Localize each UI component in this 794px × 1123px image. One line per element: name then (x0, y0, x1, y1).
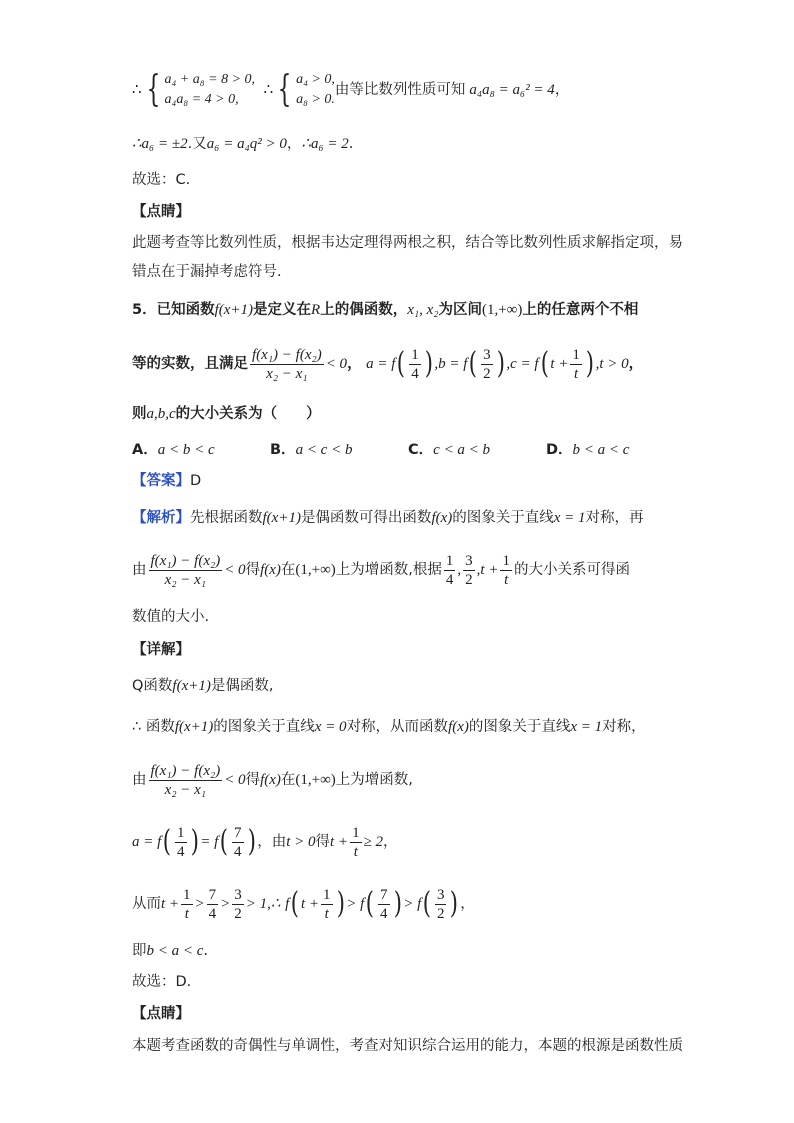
analysis-text: 得 (245, 562, 261, 578)
den: 4 (177, 843, 185, 860)
comment-2-line-1: 本题考查函数的奇偶性与单调性，考查对知识综合运用的能力，本题的根源是函数性质 (132, 1038, 683, 1054)
question-5-line-3 (132, 404, 321, 424)
q5-a-def: a = f (366, 356, 396, 372)
f: f (285, 896, 290, 912)
q5-quarter (409, 347, 421, 382)
analysis-quarter (444, 553, 456, 588)
detail-text: Q函数 (132, 678, 173, 694)
detail-text: 对称， (602, 719, 646, 735)
detail-less-zero: < 0 (224, 772, 246, 788)
den: x₂ − x₁ (164, 571, 207, 588)
q5-text: 上的任意两个不相 (522, 302, 639, 318)
detail-fx: f(x) (448, 719, 469, 735)
analysis-x-equals-1: x = 1 (553, 510, 586, 526)
den: 2 (234, 905, 242, 922)
detail-x-equals-1: x = 1 (570, 719, 603, 735)
detail-x-equals-0: x = 0 (314, 719, 347, 735)
detail-text: 得 (245, 772, 261, 788)
num: 7 (234, 824, 242, 841)
analysis-text: 由 (132, 562, 147, 578)
detail-a-def: a = f (132, 834, 162, 850)
system-2 (296, 70, 335, 110)
therefore-symbol: ∴ (132, 82, 142, 98)
detail-text: 由 (132, 772, 147, 788)
num: 3 (436, 886, 445, 903)
detail-text: 得 (315, 834, 331, 850)
option-d-text: b < a < c (572, 442, 630, 458)
den: t (184, 905, 189, 922)
q5-options (132, 440, 684, 460)
q5-t-plus: t + (550, 356, 569, 372)
left-brace-2: { (277, 69, 292, 110)
option-d (546, 440, 684, 460)
system-2-row-2: a₈ > 0. (296, 92, 335, 107)
option-b-label: B． (270, 442, 296, 458)
analysis-fx: f(x) (260, 562, 281, 578)
text-by-property: 由等比数列性质可知 (334, 82, 466, 98)
q5-text: 5．已知函数 (132, 302, 215, 318)
option-c (408, 440, 546, 460)
num: f(x₁) − f(x₂) (150, 762, 221, 779)
num: 7 (208, 886, 217, 903)
num: 1 (177, 824, 185, 841)
detail-text: 的图象关于直线 (213, 719, 315, 735)
detail-line-4: a = f( $\frac{1}{4}$ ) = f( $\frac{7}{4}$ ) ，由t > 0得t + $\frac{1}{t}$ ≥ 2， (132, 824, 398, 860)
den: 2 (483, 365, 491, 382)
equation-a6-square: a₄a₈ = a₆² = 4 (469, 82, 555, 98)
a6-conclusion-line (132, 134, 353, 154)
q5-less-zero: < 0 (325, 356, 348, 372)
q5-one-over-t (570, 347, 582, 382)
gt-f: > f (346, 896, 365, 912)
num: 7 (380, 886, 388, 903)
analysis-text: 上为增函数,根据 (335, 562, 442, 578)
detail-text: 即 (132, 943, 147, 959)
detail-ge-2: ≥ 2 (363, 834, 384, 850)
q5-t-positive: ,t > 0 (595, 356, 629, 372)
detail-f-x-plus-1: f(x+1) (174, 719, 214, 735)
den: t (504, 571, 509, 588)
num: 3 (234, 886, 242, 903)
text-also: .又 (187, 136, 207, 152)
den: 2 (465, 571, 473, 588)
detail-line-2 (132, 717, 646, 737)
q5-text: 上的偶函数， (320, 302, 408, 318)
detail-t-positive: t > 0 (286, 834, 316, 850)
option-c-text: c < a < b (433, 442, 491, 458)
detail-text: ∴ 函数 (132, 719, 175, 735)
system-line (132, 66, 569, 114)
detail-interval: (1,+∞) (295, 772, 336, 788)
detail-three-halves (232, 887, 244, 922)
q5-b-def: ,b = f (434, 356, 468, 372)
q5-c-def: ,c = f (506, 356, 539, 372)
comma: ， (460, 896, 475, 912)
detail-equals-f: = f (200, 834, 219, 850)
analysis-f-x-plus-1: f(x+1) (262, 510, 301, 526)
therefore-symbol-2: ∴ (263, 82, 274, 98)
den: 4 (234, 843, 242, 860)
den: 4 (380, 905, 388, 922)
detail-line-3 (132, 756, 413, 804)
detail-t-plus: t + (300, 896, 320, 912)
gt-f: > f (403, 896, 422, 912)
detail-one-over-t (181, 887, 193, 922)
option-b (270, 440, 408, 460)
num: 1 (502, 552, 510, 569)
detail-seven-quarters (232, 825, 244, 860)
analysis-text: 是偶函数可得出函数 (300, 510, 432, 526)
detail-fx: f(x) (260, 772, 281, 788)
detail-t-plus: t + (330, 834, 349, 850)
comment-tag-2: 【点睛】 (132, 1006, 190, 1022)
choice-d-line: 故选：D. (132, 974, 192, 990)
detail-text: ，由 (257, 834, 287, 850)
num: 3 (465, 552, 473, 569)
num: 1 (323, 886, 331, 903)
detail-line-1 (132, 676, 273, 696)
den: 4 (445, 571, 454, 588)
num: 1 (183, 886, 191, 903)
detail-text: 上为增函数, (335, 772, 413, 788)
q5-text: 等的实数，且满足 (132, 356, 248, 372)
num: f(x₁) − f(x₂) (150, 552, 221, 569)
den: 4 (411, 365, 419, 382)
analysis-tag: 【解析】 (132, 510, 190, 526)
q5-three-halves (481, 347, 493, 382)
choice-c-line: 故选：C. (132, 172, 191, 188)
comma: ， (347, 356, 362, 372)
a6-plus-minus: ∴a₆ = ±2 (132, 136, 188, 152)
analysis-interval: (1,+∞) (295, 562, 336, 578)
analysis-three-halves (463, 553, 475, 588)
comment-line-1: 此题考查等比数列性质，根据韦达定理得两根之积，结合等比数列性质求解指定项，易 (132, 235, 683, 251)
gt-one-therefore: > 1,∴ (245, 896, 281, 912)
analysis-less-zero: < 0 (224, 562, 246, 578)
detail-f-x-plus-1: f(x+1) (172, 678, 211, 694)
den: t (353, 843, 358, 860)
q5-text: 的大小关系为（ ） (175, 406, 321, 422)
period: . (348, 136, 354, 152)
num: 1 (411, 346, 419, 363)
q5-f-x-plus-1: f(x+1) (214, 302, 254, 318)
detail-result: b < a < c (146, 943, 204, 959)
option-a (132, 440, 270, 460)
option-d-label: D． (546, 442, 573, 458)
detail-one-over-t (350, 825, 362, 860)
system-1-row-1: a₄ + a₈ = 8 > 0, (164, 72, 256, 87)
gt: > (220, 896, 231, 912)
den: t (574, 365, 579, 382)
option-a-label: A． (132, 442, 158, 458)
analysis-t-plus: t + (480, 562, 499, 578)
detail-text: 对称，从而函数 (346, 719, 449, 735)
a6-equals-2: ∴a₆ = 2 (301, 136, 349, 152)
analysis-text: 的图象关于直线 (452, 510, 554, 526)
detail-fraction (149, 763, 223, 798)
detail-one-over-t (321, 887, 333, 922)
period: . (203, 943, 209, 959)
detail-three-halves (435, 887, 447, 922)
q5-text: 则 (132, 406, 147, 422)
a6-positive: a₆ = a₄q² > 0 (206, 136, 287, 152)
q5-R: R (311, 302, 321, 318)
q5-text: 是定义在 (253, 302, 312, 318)
comment-line-2: 错点在于漏掉考虑符号. (132, 264, 282, 280)
analysis-one-over-t (500, 553, 512, 588)
detail-seven-quarters (378, 887, 390, 922)
den: 4 (208, 905, 217, 922)
analysis-line-2: 由 $\frac{\text{f(x₁) − f(x₂)}}{\text{x₂ − x₁}}$ < 0得f(x)在(1,+∞)上为增函数,根据 $\frac{1}{4}$ , $\frac{3}{2}$ ,t + $\frac{1}{t}$ 的大小关系可得函 (132, 552, 630, 588)
detail-text: 是偶函数, (210, 678, 274, 694)
system-2-row-1: a₄ > 0, (296, 72, 335, 87)
answer-tag: 【答案】 (132, 473, 190, 489)
analysis-text: 在 (280, 562, 296, 578)
gt: > (194, 896, 205, 912)
answer-line (132, 471, 201, 491)
system-1-row-2: a₄a₈ = 4 > 0, (164, 92, 239, 107)
analysis-text: 先根据函数 (190, 510, 263, 526)
q5-x1-x2: x₁, x₂ (407, 302, 439, 318)
den: t (324, 905, 329, 922)
analysis-text: 对称，再 (585, 510, 644, 526)
detail-line-5: 从而t + $\frac{1}{t}$ > $\frac{7}{4}$ > $\frac{3}{2}$ > 1,∴ f( t + $\frac{1}{t}$ ) > f( $\frac{7}{4}$ ) > f( $\frac{3}{2}$ ) ， (132, 886, 475, 922)
den: 2 (436, 905, 445, 922)
num: 1 (572, 346, 580, 363)
q5-fraction (250, 347, 324, 382)
comma: ， (554, 82, 570, 98)
option-b-text: a < c < b (295, 442, 353, 458)
q5-text: 为区间 (438, 302, 482, 318)
detail-tag: 【详解】 (132, 642, 190, 658)
detail-text: 的图象关于直线 (468, 719, 571, 735)
num: 1 (445, 552, 454, 569)
analysis-line-1 (132, 508, 644, 528)
q5-abc: a,b,c (146, 406, 176, 422)
den: x₂ − x₁ (164, 781, 207, 798)
comma: ， (383, 834, 398, 850)
option-c-label: C． (408, 442, 434, 458)
comment-tag: 【点睛】 (132, 204, 190, 220)
question-5-line-2: 等的实数，且满足 $\frac{\text{f(x₁) − f(x₂)}}{\text{x₂ − x₁}}$ < 0， a = f( $\frac{1}{4}$ ) ,b = f( $\frac{3}{2}$ ) ,c = f( t + $\frac{1}{t}$ ) ,t > 0， (132, 346, 644, 382)
num: 3 (483, 346, 491, 363)
question-5-line-1 (132, 300, 638, 320)
q5-fraction-numerator: f(x₁) − f(x₂) (252, 346, 322, 363)
q5-interval: (1,+∞) (481, 302, 523, 318)
detail-text: 在 (280, 772, 296, 788)
comma: ， (628, 356, 644, 372)
system-1 (164, 70, 255, 110)
answer-value: D (190, 473, 202, 489)
detail-line-6 (132, 941, 208, 961)
detail-quarter (175, 825, 187, 860)
analysis-line-3: 数值的大小. (132, 609, 210, 625)
analysis-text: 的大小关系可得函 (513, 562, 630, 578)
comma: ， (286, 136, 302, 152)
left-brace: { (146, 69, 160, 110)
detail-t-plus: t + (161, 896, 180, 912)
q5-fraction-denominator: x₂ − x₁ (266, 365, 308, 382)
num: 1 (352, 824, 360, 841)
analysis-fraction (149, 553, 223, 588)
option-a-text: a < b < c (157, 442, 215, 458)
analysis-fx: f(x) (431, 510, 453, 526)
detail-text: 从而 (132, 896, 161, 912)
detail-seven-quarters (207, 887, 219, 922)
